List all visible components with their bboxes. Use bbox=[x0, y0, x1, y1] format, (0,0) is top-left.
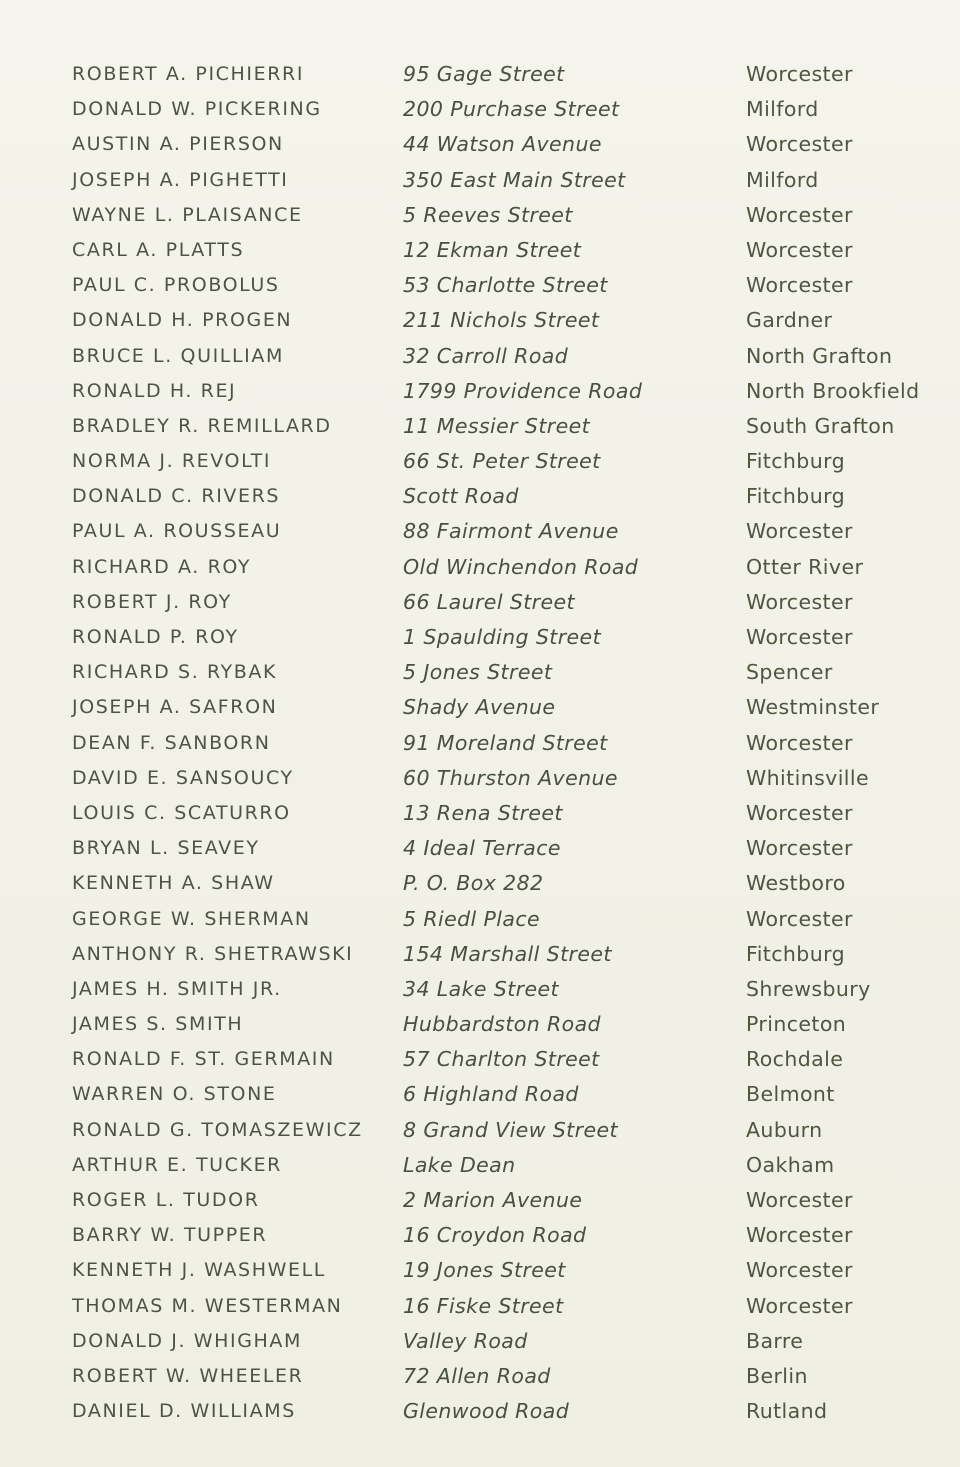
town-name: Fitchburg bbox=[746, 484, 845, 509]
street-address: Lake Dean bbox=[403, 1152, 516, 1177]
directory-row bbox=[72, 692, 932, 727]
person-name: WARREN O. STONE bbox=[72, 1083, 277, 1106]
person-name: JOSEPH A. SAFRON bbox=[72, 696, 278, 719]
street-address: 13 Rena Street bbox=[403, 800, 563, 825]
directory-row bbox=[72, 1079, 932, 1114]
person-name: RICHARD S. RYBAK bbox=[72, 661, 278, 684]
street-address: 88 Fairmont Avenue bbox=[403, 519, 619, 544]
person-name: WAYNE L. PLAISANCE bbox=[72, 203, 303, 226]
town-name: South Grafton bbox=[746, 413, 895, 438]
street-address: 5 Reeves Street bbox=[403, 202, 573, 227]
directory-row bbox=[72, 1255, 932, 1290]
town-name: Fitchburg bbox=[746, 941, 845, 966]
town-name: Worcester bbox=[746, 1293, 853, 1318]
person-name: KENNETH A. SHAW bbox=[72, 872, 275, 895]
directory-row bbox=[72, 1291, 932, 1326]
directory-row bbox=[72, 1150, 932, 1185]
person-name: RONALD G. TOMASZEWICZ bbox=[72, 1118, 363, 1141]
person-name: JAMES S. SMITH bbox=[72, 1013, 244, 1036]
person-name: ROBERT W. WHEELER bbox=[72, 1364, 304, 1387]
street-address: 72 Allen Road bbox=[403, 1363, 551, 1388]
street-address: 60 Thurston Avenue bbox=[403, 765, 618, 790]
directory-row bbox=[72, 728, 932, 763]
person-name: RONALD P. ROY bbox=[72, 626, 239, 648]
town-name: Oakham bbox=[746, 1152, 835, 1177]
street-address: 11 Messier Street bbox=[403, 413, 591, 438]
person-name: DONALD W. PICKERING bbox=[72, 98, 322, 121]
street-address: P. O. Box 282 bbox=[403, 871, 544, 896]
street-address: 1799 Providence Road bbox=[403, 378, 643, 403]
directory-row bbox=[72, 411, 932, 446]
street-address: 6 Highland Road bbox=[403, 1082, 579, 1107]
street-address: Glenwood Road bbox=[403, 1399, 570, 1424]
person-name: RONALD H. REJ bbox=[72, 379, 237, 402]
person-name: RONALD F. ST. GERMAIN bbox=[72, 1048, 335, 1071]
town-name: Worcester bbox=[746, 589, 853, 614]
street-address: 8 Grand View Street bbox=[403, 1117, 618, 1142]
town-name: Belmont bbox=[746, 1082, 835, 1107]
person-name: PAUL C. PROBOLUS bbox=[72, 274, 280, 297]
person-name: DONALD C. RIVERS bbox=[72, 485, 281, 508]
directory-row bbox=[72, 833, 932, 868]
person-name: NORMA J. REVOLTI bbox=[72, 450, 272, 473]
street-address: Hubbardston Road bbox=[403, 1012, 601, 1037]
person-name: KENNETH J. WASHWELL bbox=[72, 1259, 326, 1282]
directory-row bbox=[72, 974, 932, 1009]
street-address: 350 East Main Street bbox=[403, 167, 626, 192]
directory-row bbox=[72, 622, 932, 657]
street-address: 16 Fiske Street bbox=[403, 1293, 564, 1318]
street-address: 16 Croydon Road bbox=[403, 1223, 587, 1248]
person-name: DEAN F. SANBORN bbox=[72, 731, 271, 754]
directory-row bbox=[72, 1361, 932, 1396]
person-name: AUSTIN A. PIERSON bbox=[72, 133, 284, 156]
directory-row bbox=[72, 59, 932, 94]
town-name: Worcester bbox=[746, 1223, 853, 1248]
town-name: Worcester bbox=[746, 836, 853, 861]
directory-row bbox=[72, 1115, 932, 1150]
town-name: Gardner bbox=[746, 308, 833, 333]
street-address: 66 Laurel Street bbox=[403, 589, 575, 614]
person-name: RICHARD A. ROY bbox=[72, 555, 252, 578]
town-name: Whitinsville bbox=[746, 765, 869, 790]
directory-row bbox=[72, 200, 932, 235]
town-name: Worcester bbox=[746, 730, 853, 755]
town-name: Worcester bbox=[746, 519, 853, 544]
person-name: ARTHUR E. TUCKER bbox=[72, 1153, 282, 1176]
person-name: THOMAS M. WESTERMAN bbox=[72, 1294, 343, 1317]
directory-row bbox=[72, 798, 932, 833]
street-address: 34 Lake Street bbox=[403, 976, 559, 1001]
town-name: Fitchburg bbox=[746, 449, 845, 474]
directory-row bbox=[72, 552, 932, 587]
person-name: DAVID E. SANSOUCY bbox=[72, 766, 294, 789]
directory-row bbox=[72, 1009, 932, 1044]
directory-row bbox=[72, 305, 932, 340]
town-name: Berlin bbox=[746, 1363, 808, 1388]
town-name: Worcester bbox=[746, 62, 853, 86]
directory-row bbox=[72, 481, 932, 516]
directory-row bbox=[72, 376, 932, 411]
town-name: North Brookfield bbox=[746, 378, 920, 403]
person-name: DONALD H. PROGEN bbox=[72, 309, 293, 332]
directory-row bbox=[72, 1220, 932, 1255]
person-name: CARL A. PLATTS bbox=[72, 238, 245, 261]
street-address: 12 Ekman Street bbox=[403, 237, 582, 262]
town-name: Milford bbox=[746, 97, 819, 122]
street-address: 154 Marshall Street bbox=[403, 941, 612, 966]
town-name: Spencer bbox=[746, 660, 833, 685]
directory-row bbox=[72, 446, 932, 481]
street-address: 53 Charlotte Street bbox=[403, 273, 608, 298]
street-address: Scott Road bbox=[403, 484, 519, 509]
town-name: North Grafton bbox=[746, 343, 893, 368]
person-name: ROBERT J. ROY bbox=[72, 590, 232, 613]
street-address: 200 Purchase Street bbox=[403, 97, 620, 122]
directory-row bbox=[72, 270, 932, 305]
directory-row bbox=[72, 94, 932, 129]
directory-row bbox=[72, 1396, 932, 1431]
town-name: Worcester bbox=[746, 800, 853, 825]
person-name: JAMES H. SMITH JR. bbox=[72, 977, 282, 1000]
street-address: 66 St. Peter Street bbox=[403, 449, 601, 474]
street-address: Old Winchendon Road bbox=[403, 554, 639, 579]
street-address: Shady Avenue bbox=[403, 695, 556, 720]
street-address: 95 Gage Street bbox=[403, 62, 565, 86]
directory-row bbox=[72, 341, 932, 376]
person-name: BRYAN L. SEAVEY bbox=[72, 837, 260, 860]
town-name: Westminster bbox=[746, 695, 880, 720]
street-address: 44 Watson Avenue bbox=[403, 132, 602, 157]
directory-row bbox=[72, 516, 932, 551]
street-address: 32 Carroll Road bbox=[403, 343, 569, 368]
directory-row bbox=[72, 1326, 932, 1361]
directory-row bbox=[72, 939, 932, 974]
town-name: Worcester bbox=[746, 273, 853, 298]
town-name: Shrewsbury bbox=[746, 976, 871, 1001]
person-name: GEORGE W. SHERMAN bbox=[72, 907, 311, 930]
person-name: DANIEL D. WILLIAMS bbox=[72, 1400, 296, 1423]
directory-row bbox=[72, 904, 932, 939]
town-name: Worcester bbox=[746, 237, 853, 262]
directory-row bbox=[72, 165, 932, 200]
street-address: 1 Spaulding Street bbox=[403, 625, 602, 649]
person-name: DONALD J. WHIGHAM bbox=[72, 1329, 303, 1352]
town-name: Worcester bbox=[746, 132, 853, 157]
street-address: 57 Charlton Street bbox=[403, 1047, 600, 1072]
street-address: 2 Marion Avenue bbox=[403, 1188, 583, 1212]
directory-row bbox=[72, 763, 932, 798]
person-name: BARRY W. TUPPER bbox=[72, 1224, 268, 1247]
person-name: ROGER L. TUDOR bbox=[72, 1189, 260, 1211]
directory-row bbox=[72, 587, 932, 622]
street-address: 91 Moreland Street bbox=[403, 730, 608, 755]
directory-row bbox=[72, 1185, 932, 1220]
town-name: Worcester bbox=[746, 202, 853, 227]
town-name: Westboro bbox=[746, 871, 846, 896]
person-name: LOUIS C. SCATURRO bbox=[72, 801, 291, 824]
directory-row bbox=[72, 1044, 932, 1079]
person-name: JOSEPH A. PIGHETTI bbox=[72, 168, 289, 191]
person-name: BRADLEY R. REMILLARD bbox=[72, 414, 332, 437]
directory-row bbox=[72, 129, 932, 164]
town-name: Barre bbox=[746, 1328, 804, 1353]
street-address: Valley Road bbox=[403, 1328, 528, 1353]
person-name: PAUL A. ROUSSEAU bbox=[72, 520, 282, 543]
town-name: Otter River bbox=[746, 554, 864, 579]
town-name: Auburn bbox=[746, 1117, 823, 1142]
street-address: 19 Jones Street bbox=[403, 1258, 566, 1283]
directory-row bbox=[72, 868, 932, 903]
person-name: ROBERT A. PICHIERRI bbox=[72, 63, 305, 85]
person-name: BRUCE L. QUILLIAM bbox=[72, 344, 284, 367]
town-name: Milford bbox=[746, 167, 819, 192]
address-directory bbox=[72, 59, 932, 1431]
directory-row bbox=[72, 235, 932, 270]
street-address: 5 Jones Street bbox=[403, 660, 553, 685]
town-name: Worcester bbox=[746, 906, 853, 931]
town-name: Rutland bbox=[746, 1399, 828, 1424]
street-address: 5 Riedl Place bbox=[403, 906, 541, 931]
directory-row bbox=[72, 657, 932, 692]
town-name: Rochdale bbox=[746, 1047, 844, 1072]
town-name: Princeton bbox=[746, 1012, 847, 1037]
street-address: 4 Ideal Terrace bbox=[403, 836, 561, 861]
town-name: Worcester bbox=[746, 1188, 853, 1212]
street-address: 211 Nichols Street bbox=[403, 308, 600, 333]
town-name: Worcester bbox=[746, 1258, 853, 1283]
town-name: Worcester bbox=[746, 625, 853, 649]
person-name: ANTHONY R. SHETRAWSKI bbox=[72, 942, 354, 965]
